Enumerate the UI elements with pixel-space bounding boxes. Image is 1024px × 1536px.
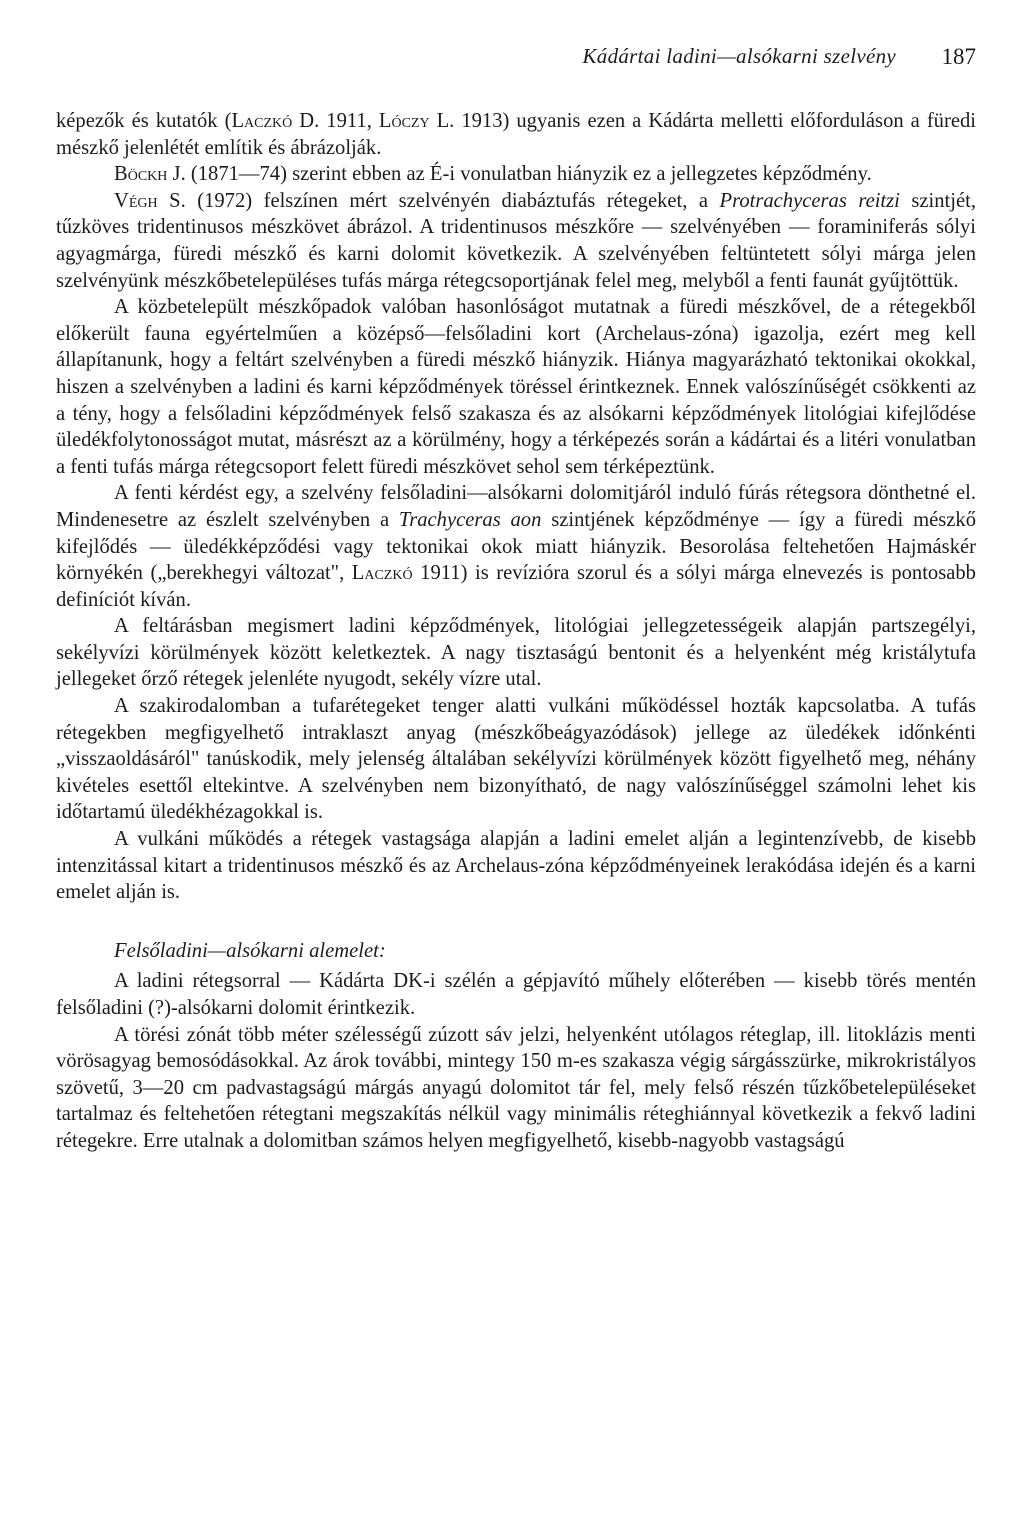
text-run: 1911) is revízióra szorul és a sólyi márga elnevezés is pontosabb definíciót kíván. <box>56 562 976 611</box>
paragraph-7: A szakirodalomban a tufarétegeket tenger alatti vulkáni működéssel hozták kapcsolatba. A tufás rétegekben megfigyelhető intraklaszt anyag (mészkőbeágyazódások) jellege az üledékek időnkénti „visszaoldásáról" tanúskodik, mely jelenség általában sekélyvízi körülmények között figyelhető meg, néhány kivételes esettől eltekintve. A szelvényben nem bizonyítható, de nagy valószínűséggel számolni lehet kis időtartamú üledékhézagokkal is. <box>56 695 976 824</box>
running-head <box>56 44 976 78</box>
text-run: A fenti kérdést egy, a szelvény felsőladini—alsókarni dolomitjáról induló fúrás rétegsora dönthetné el. Mindenesetre az észlelt szelvényben a <box>56 482 976 531</box>
paragraph-5 <box>56 480 976 613</box>
text-run: J. (1871—74) szerint ebben az É-i vonulatban hiányzik ez a jellegzetes képződmény. <box>167 163 872 186</box>
text-run: S. (1972) felszínen mért szelvényén diabáztufás rétegeket, a <box>157 189 720 212</box>
author-name: Böckh <box>114 163 168 186</box>
author-name: Laczkó <box>231 110 293 132</box>
paragraph-4: A közbetelepült mészkőpadok valóban hasonlóságot mutatnak a füredi mészkővel, de a rétegekből előkerült fauna egyértelműen a középső—felsőladini kort (Archelaus-zóna) igazolja, ezért meg kell állapítanunk, hogy a feltárt szelvényben a füredi mészkő hiányzik. Hiánya magyarázható tektonikai okokkal, hiszen a szelvényben a ladini és karni képződmények töréssel érintkeznek. Ennek valószínűségét csökkenti az a tény, hogy a felsőladini képződmények felső szakasza és az alsókarni képződmények litológiai kifejlődése üledékfolytonosságot mutat, másrészt az a körülmény, hogy a térképezés során a kádártai és a litéri vonulatban a fenti tufás márga rétegcsoport felett füredi mészkövet sehol sem térképeztünk. <box>56 296 976 478</box>
paragraph-9: A ladini rétegsorral — Kádárta DK-i szélén a gépjavító műhely előterében — kisebb törés mentén felsőladini (?)-alsókarni dolomit érintkezik. <box>56 970 976 1019</box>
paragraph-8: A vulkáni működés a rétegek vastagsága alapján a ladini emelet alján a legintenzívebb, de kisebb intenzitással kitart a tridentinusos mészkő és az Archelaus-zóna képződményeinek lerakódása idején és a karni emelet alján is. <box>56 828 976 904</box>
text-run: szintjét, tűzköves tridentinusos mészkövet ábrázol. A tridentinusos mészkőre — szelvényében — foraminiferás sólyi agyagmárga, füredi mészkő és karni dolomit következik. A szelvényében feltüntetett sólyi márga jelen szelvényünk mészkőbetelepüléses tufás márga rétegcsoportjának felel meg, melyből a fenti faunát gyűjtöttük. <box>56 189 976 292</box>
taxon-name: Trachyceras aon <box>398 508 542 531</box>
running-title: Kádártai ladini—alsókarni szelvény <box>582 44 896 68</box>
paragraph-1 <box>56 108 976 161</box>
page-number: 187 <box>941 44 976 69</box>
taxon-name: Protrachyceras reitzi <box>719 189 900 212</box>
paragraph-10: A törési zónát több méter szélességű zúzott sáv jelzi, helyenként utólagos réteglap, ill. litoklázis menti vörösagyag bemosódásokkal. Az árok további, mintegy 150 m-es szakasza végig sárgásszürke, mikrokristályos szövetű, 3—20 cm padvastagságú márgás anyagú dolomitot tár fel, mely felső részén tűzkőbetelepüléseket tartalmaz és feltehetően rétegtani megszakítás nélkül vagy minimális réteghiánnyal következik a fekvő ladini rétegekre. Erre utalnak a dolomitban számos helyen megfigyelhető, kisebb-nagyobb vastagságú <box>56 1023 976 1152</box>
paragraph-2 <box>56 161 976 188</box>
paragraph-3 <box>56 188 976 294</box>
text-run: képezők és kutatók ( <box>56 110 232 132</box>
author-name: Laczkó <box>351 562 413 585</box>
paragraph-6: A feltárásban megismert ladini képződmények, litológiai jellegzetességeik alapján partszegélyi, sekélyvízi körülmények között keletkeztek. A nagy tisztaságú bentonit és a helyenként még kristálytufa jellegeket őrző rétegek jelenléte nyugodt, sekély vízre utal. <box>56 615 976 691</box>
author-name: Végh <box>114 189 158 212</box>
section-subheading: Felsőladini—alsókarni alemelet: <box>114 939 386 962</box>
text-run: D. 1911, <box>292 110 379 132</box>
text-run: L. 1913) ugyanis ezen a Kádárta melletti előforduláson a füredi mészkő jelenlétét említik és ábrázolják. <box>56 110 976 159</box>
author-name: Lóczy <box>378 110 430 132</box>
text-run: szintjének képződménye — így a füredi mészkő kifejlődés — üledékképződési vagy tektonikai okok miatt hiányzik. Besorolása feltehetően Hajmáskér környékén („berekhegyi változat", <box>56 508 976 585</box>
body-text <box>56 108 976 1155</box>
